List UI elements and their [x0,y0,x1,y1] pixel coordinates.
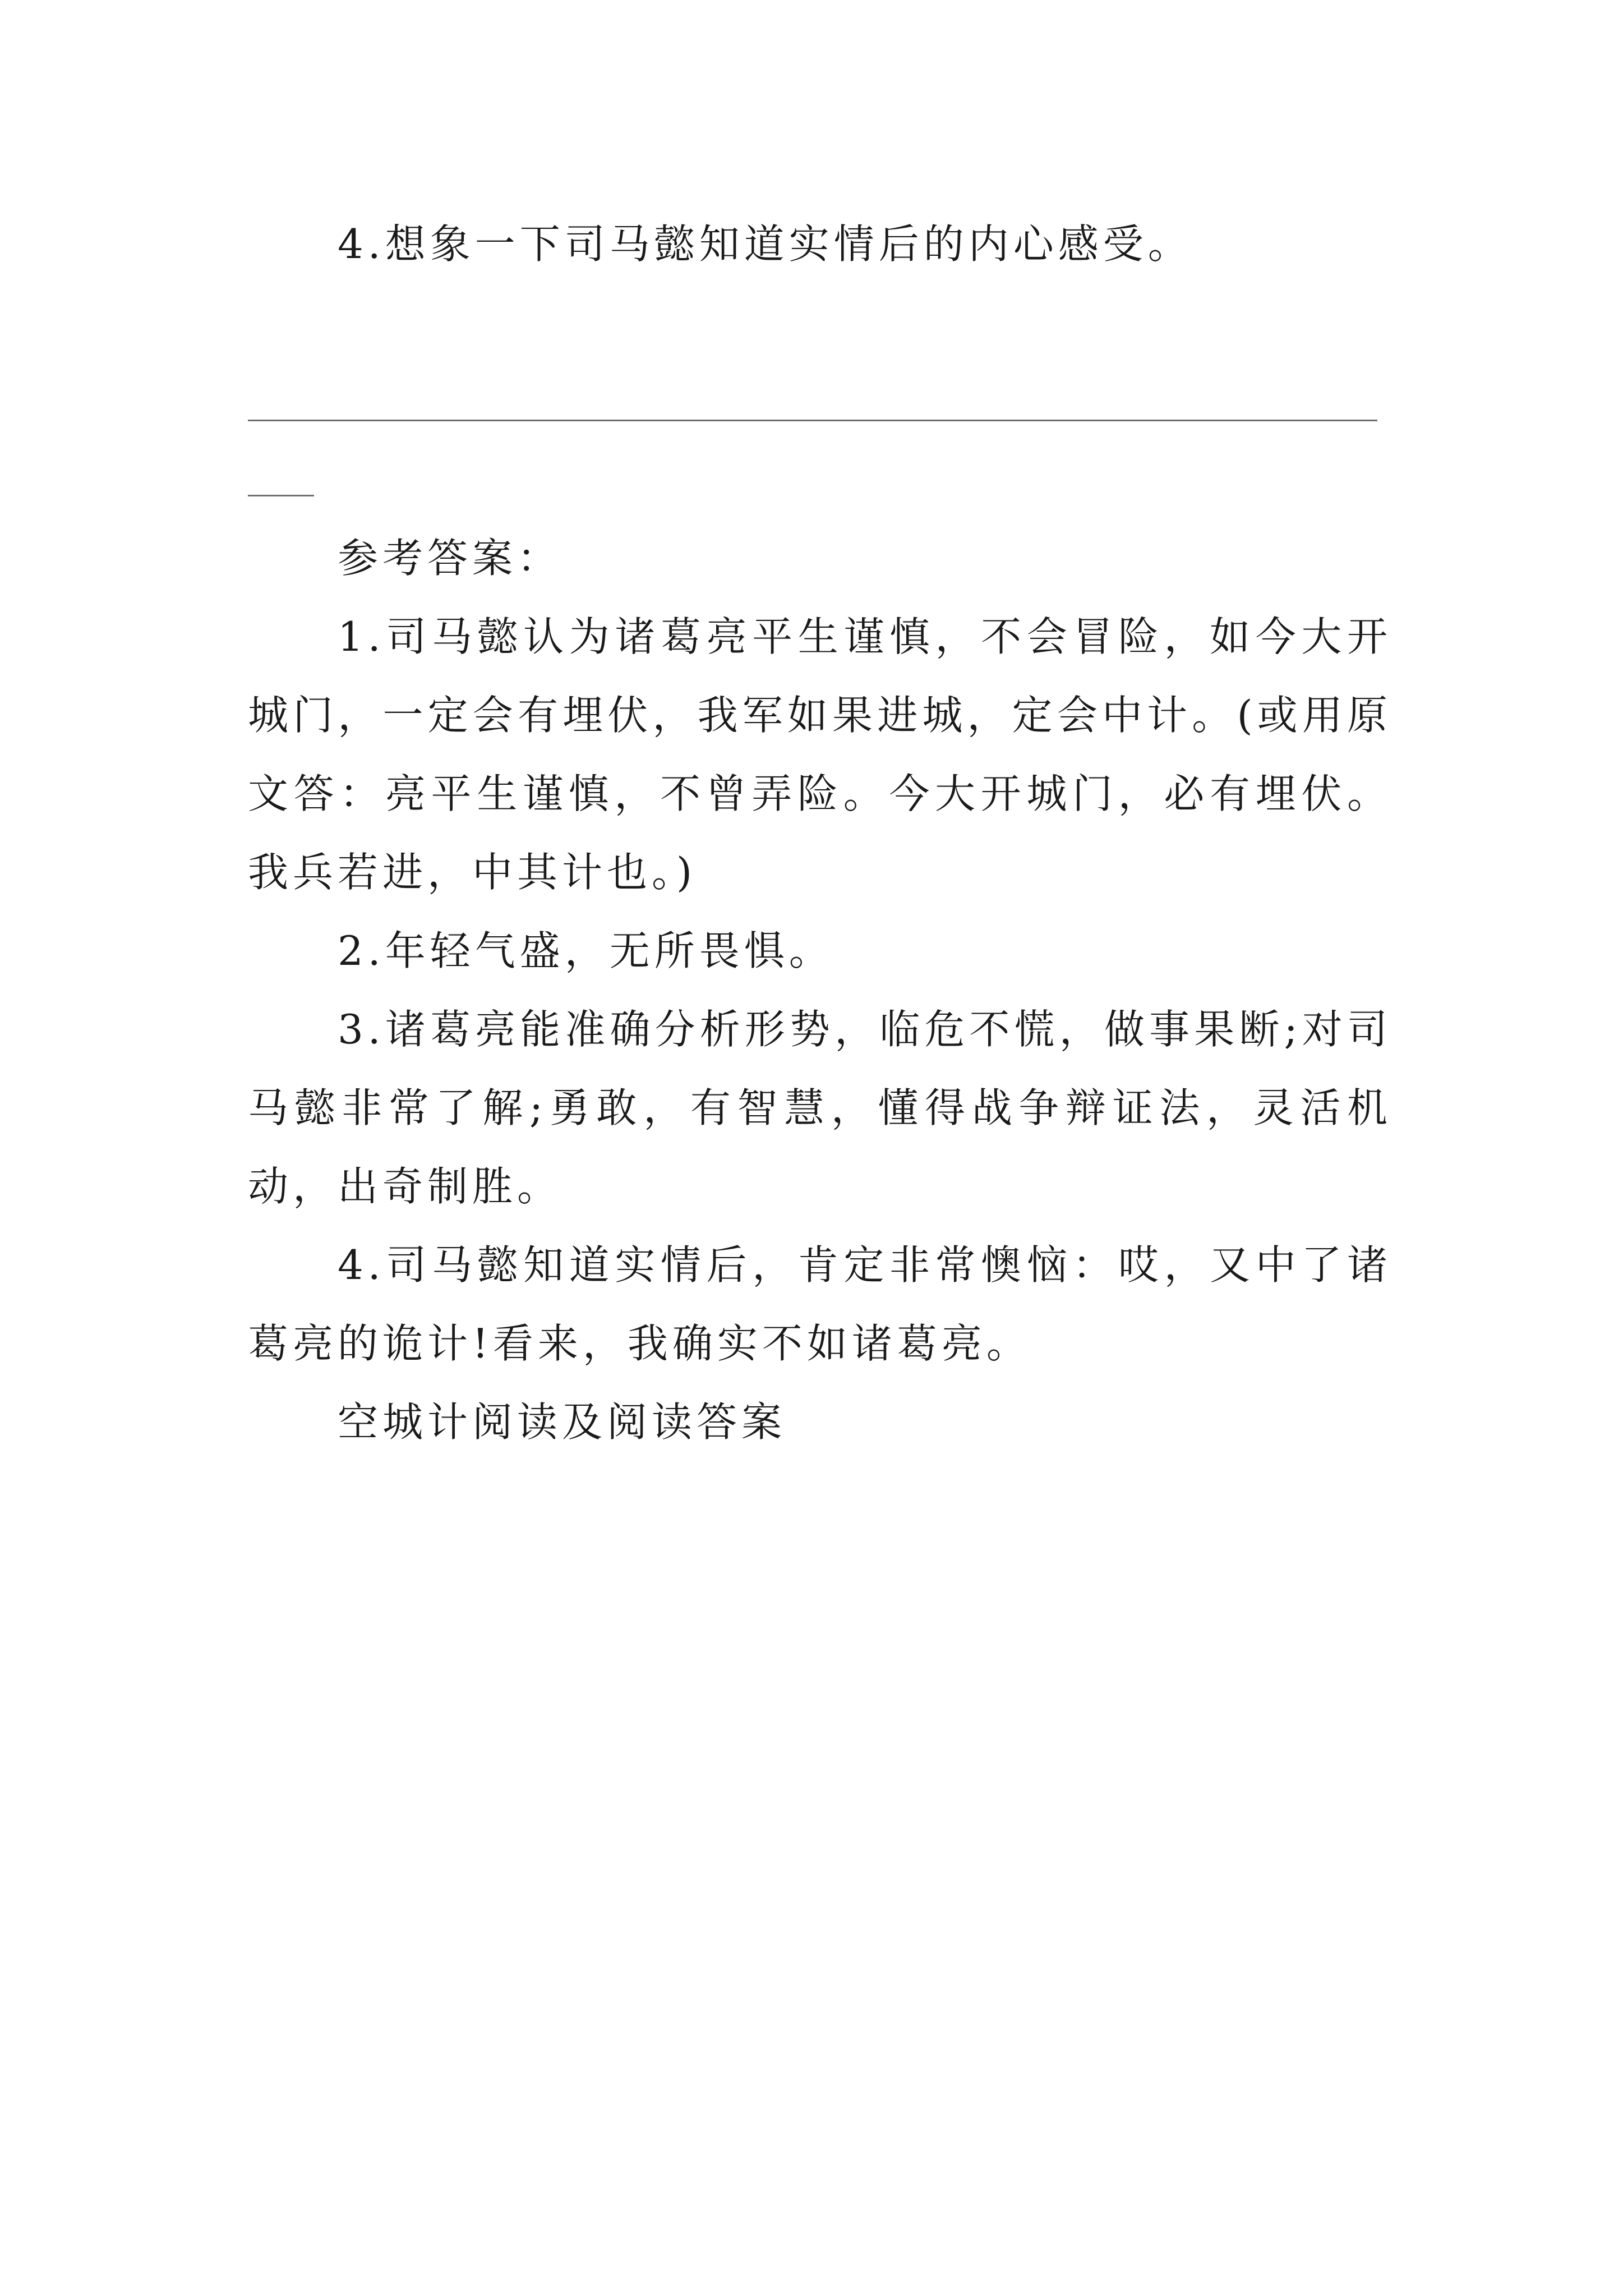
answer-item-1: 1.司马懿认为诸葛亮平生谨慎，不会冒险，如今大开城门，一定会有埋伏，我军如果进城，定会中计。(或用原文答：亮平生谨慎，不曾弄险。今大开城门，必有埋伏。我兵若进，中其计也。) [248,613,1392,896]
answer-line [248,420,1377,421]
answer-line-end [248,495,314,496]
answers-heading: 参考答案： [338,535,562,582]
answer-item-3: 3.诸葛亮能准确分析形势，临危不慌，做事果断;对司马懿非常了解;勇敢，有智慧，懂得战争辩证法，灵活机动，出奇制胜。 [248,1006,1392,1210]
footer-title: 空城计阅读及阅读答案 [338,1398,787,1446]
answers-section [248,519,1392,1461]
answer-item-2: 2.年轻气盛，无所畏惧。 [338,927,834,974]
question-section [248,205,1392,283]
question-4: 4.想象一下司马懿知道实情后的内心感受。 [338,220,1193,268]
answer-item-4: 4.司马懿知道实情后，肯定非常懊恼：哎，又中了诸葛亮的诡计!看来，我确实不如诸葛亮。 [248,1241,1392,1367]
